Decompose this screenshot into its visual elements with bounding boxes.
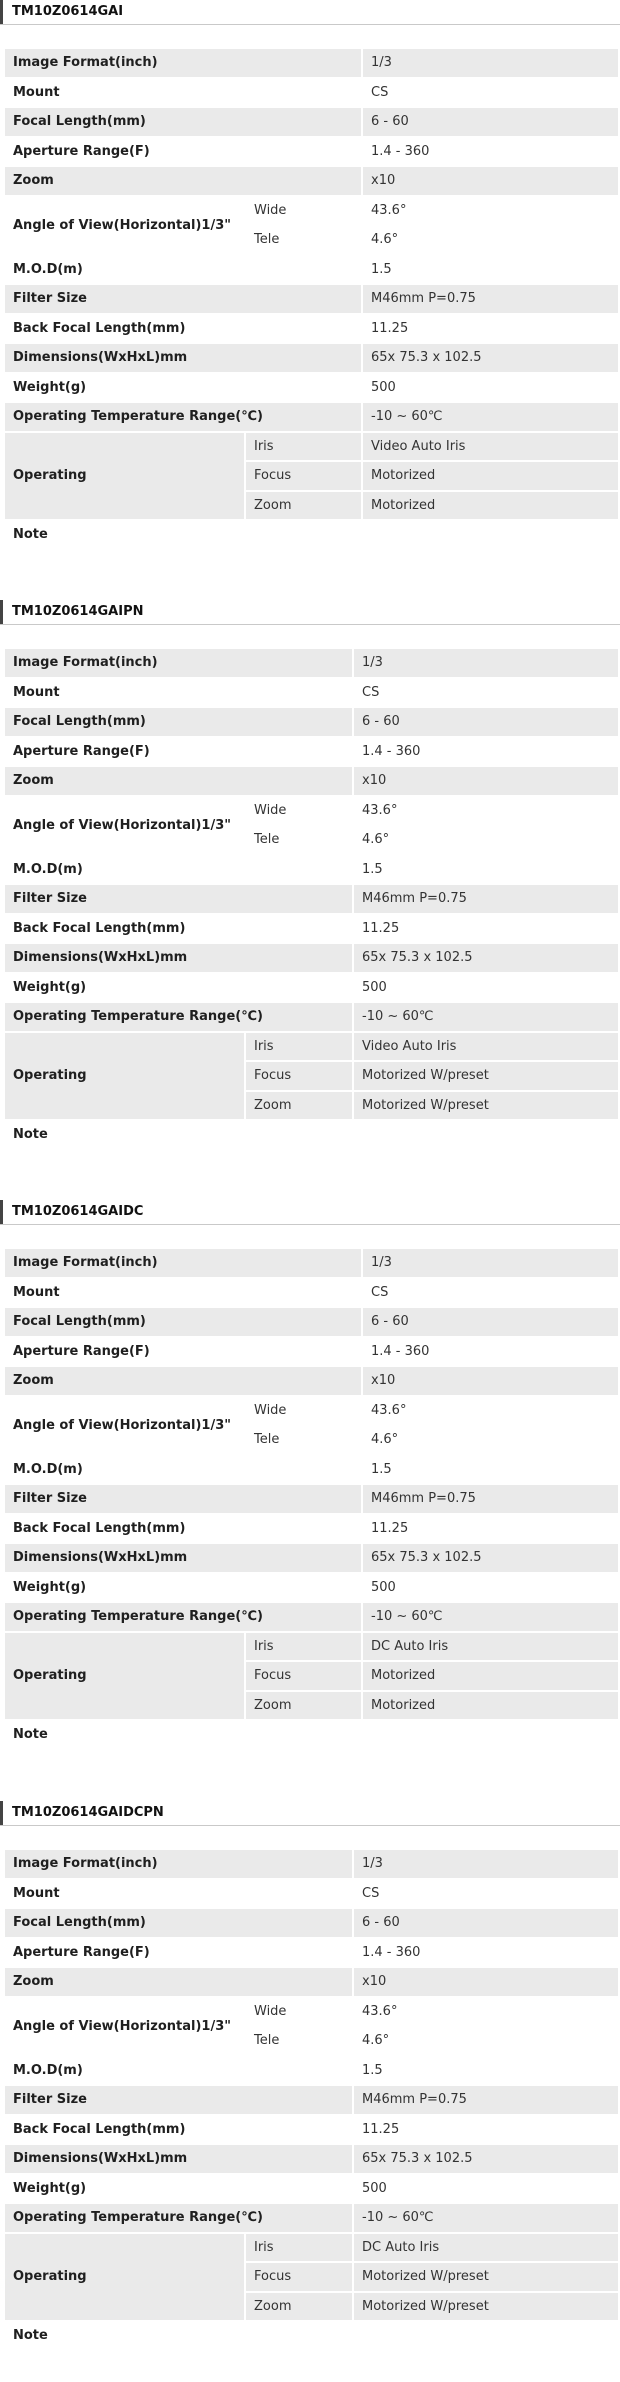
row-mount	[5, 679, 618, 707]
wide-label: Wide	[246, 797, 352, 825]
filter-label: Filter Size	[5, 1485, 361, 1513]
row-weight	[5, 374, 618, 402]
row-angle-wide	[5, 197, 618, 225]
product-model-title: TM10Z0614GAI	[12, 4, 124, 19]
iris-value: DC Auto Iris	[363, 1633, 618, 1661]
zoom-op-label: Zoom	[246, 2293, 352, 2321]
focus-value: Motorized W/preset	[354, 1062, 618, 1090]
row-angle-wide	[5, 1998, 618, 2026]
tele-label: Tele	[246, 2027, 352, 2055]
bfl-value: 11.25	[354, 2116, 618, 2144]
wide-label: Wide	[246, 197, 361, 225]
row-mod	[5, 1456, 618, 1484]
row-filter	[5, 285, 618, 313]
row-mod	[5, 256, 618, 284]
focal-length-label: Focal Length(mm)	[5, 108, 361, 136]
zoom-label: Zoom	[5, 1968, 352, 1996]
temp-label: Operating Temperature Range(℃)	[5, 2204, 352, 2232]
row-bfl	[5, 315, 618, 343]
row-weight	[5, 2175, 618, 2203]
row-note	[5, 1721, 618, 1749]
row-focal-length	[5, 108, 618, 136]
focus-label: Focus	[246, 1662, 361, 1690]
row-mount	[5, 79, 618, 107]
mod-value: 1.5	[354, 856, 618, 884]
product-model-title: TM10Z0614GAIDC	[12, 1204, 144, 1219]
dimensions-label: Dimensions(WxHxL)mm	[5, 344, 361, 372]
row-weight	[5, 1574, 618, 1602]
row-operating-iris	[5, 433, 618, 461]
aperture-label: Aperture Range(F)	[5, 138, 361, 166]
product-header	[0, 1801, 620, 1826]
row-image-format	[5, 49, 618, 77]
zoom-label: Zoom	[5, 767, 352, 795]
bfl-value: 11.25	[363, 315, 618, 343]
row-temp	[5, 403, 618, 431]
row-image-format	[5, 649, 618, 677]
wide-label: Wide	[246, 1397, 361, 1425]
note-label: Note	[5, 521, 618, 549]
zoom-op-value: Motorized	[363, 492, 618, 520]
zoom-op-label: Zoom	[246, 1692, 361, 1720]
row-dimensions	[5, 944, 618, 972]
aperture-value: 1.4 - 360	[363, 138, 618, 166]
tele-value: 4.6°	[354, 826, 618, 854]
bfl-label: Back Focal Length(mm)	[5, 2116, 352, 2144]
row-filter	[5, 1485, 618, 1513]
focus-label: Focus	[246, 462, 361, 490]
tele-value: 4.6°	[363, 226, 618, 254]
row-bfl	[5, 915, 618, 943]
product-model-title: TM10Z0614GAIPN	[12, 604, 144, 619]
angle-of-view-label: Angle of View(Horizontal)1/3"	[5, 1998, 244, 2055]
focal-length-value: 6 - 60	[363, 1308, 618, 1336]
mount-value: CS	[363, 79, 618, 107]
wide-value: 43.6°	[354, 797, 618, 825]
dimensions-value: 65x 75.3 x 102.5	[363, 344, 618, 372]
row-angle-wide	[5, 1397, 618, 1425]
row-note	[5, 521, 618, 549]
image-format-value: 1/3	[363, 49, 618, 77]
filter-value: M46mm P=0.75	[354, 2086, 618, 2114]
bfl-label: Back Focal Length(mm)	[5, 915, 352, 943]
aperture-label: Aperture Range(F)	[5, 1338, 361, 1366]
weight-value: 500	[354, 974, 618, 1002]
tele-label: Tele	[246, 226, 361, 254]
row-note	[5, 1121, 618, 1149]
iris-label: Iris	[246, 1033, 352, 1061]
product-header	[0, 600, 620, 625]
row-aperture	[5, 138, 618, 166]
image-format-label: Image Format(inch)	[5, 1249, 361, 1277]
product-model-title: TM10Z0614GAIDCPN	[12, 1805, 164, 1820]
filter-label: Filter Size	[5, 2086, 352, 2114]
spec-table	[3, 47, 620, 551]
mod-value: 1.5	[354, 2057, 618, 2085]
row-zoom	[5, 767, 618, 795]
iris-value: Video Auto Iris	[354, 1033, 618, 1061]
weight-label: Weight(g)	[5, 2175, 352, 2203]
row-aperture	[5, 738, 618, 766]
dimensions-value: 65x 75.3 x 102.5	[354, 944, 618, 972]
zoom-op-value: Motorized	[363, 1692, 618, 1720]
row-temp	[5, 1603, 618, 1631]
row-bfl	[5, 1515, 618, 1543]
product-section-tm10z0614gaidc	[0, 1200, 620, 1743]
iris-value: Video Auto Iris	[363, 433, 618, 461]
filter-value: M46mm P=0.75	[363, 285, 618, 313]
image-format-label: Image Format(inch)	[5, 49, 361, 77]
row-image-format	[5, 1850, 618, 1878]
image-format-value: 1/3	[354, 1850, 618, 1878]
dimensions-label: Dimensions(WxHxL)mm	[5, 1544, 361, 1572]
aperture-label: Aperture Range(F)	[5, 1939, 352, 1967]
row-focal-length	[5, 708, 618, 736]
mount-value: CS	[363, 1279, 618, 1307]
row-dimensions	[5, 2145, 618, 2173]
row-image-format	[5, 1249, 618, 1277]
row-aperture	[5, 1939, 618, 1967]
image-format-label: Image Format(inch)	[5, 649, 352, 677]
filter-value: M46mm P=0.75	[354, 885, 618, 913]
row-zoom	[5, 167, 618, 195]
temp-label: Operating Temperature Range(℃)	[5, 403, 361, 431]
weight-value: 500	[363, 1574, 618, 1602]
row-mount	[5, 1880, 618, 1908]
mount-value: CS	[354, 1880, 618, 1908]
wide-value: 43.6°	[363, 1397, 618, 1425]
aperture-value: 1.4 - 360	[354, 1939, 618, 1967]
mod-label: M.O.D(m)	[5, 1456, 361, 1484]
focal-length-label: Focal Length(mm)	[5, 1909, 352, 1937]
bfl-value: 11.25	[354, 915, 618, 943]
note-label: Note	[5, 2322, 618, 2350]
wide-value: 43.6°	[363, 197, 618, 225]
filter-label: Filter Size	[5, 885, 352, 913]
header-accent-bar	[0, 0, 3, 24]
row-focal-length	[5, 1909, 618, 1937]
angle-of-view-label: Angle of View(Horizontal)1/3"	[5, 197, 244, 254]
zoom-value: x10	[363, 1367, 618, 1395]
product-section-tm10z0614gai	[0, 0, 620, 543]
spec-table	[3, 647, 620, 1151]
product-header	[0, 0, 620, 25]
operating-label: Operating	[5, 2234, 244, 2321]
row-focal-length	[5, 1308, 618, 1336]
focal-length-label: Focal Length(mm)	[5, 708, 352, 736]
row-bfl	[5, 2116, 618, 2144]
header-accent-bar	[0, 1801, 3, 1825]
spec-table	[3, 1247, 620, 1751]
operating-label: Operating	[5, 1033, 244, 1120]
iris-label: Iris	[246, 1633, 361, 1661]
row-dimensions	[5, 1544, 618, 1572]
focal-length-value: 6 - 60	[354, 1909, 618, 1937]
header-accent-bar	[0, 600, 3, 624]
mod-label: M.O.D(m)	[5, 2057, 352, 2085]
product-section-tm10z0614gaidcpn	[0, 1801, 620, 2344]
zoom-value: x10	[354, 767, 618, 795]
product-section-tm10z0614gaipn	[0, 600, 620, 1143]
row-aperture	[5, 1338, 618, 1366]
spec-table	[3, 1848, 620, 2352]
zoom-label: Zoom	[5, 167, 361, 195]
temp-value: -10 ~ 60℃	[354, 1003, 618, 1031]
row-zoom	[5, 1968, 618, 1996]
temp-value: -10 ~ 60℃	[363, 1603, 618, 1631]
aperture-value: 1.4 - 360	[363, 1338, 618, 1366]
row-mod	[5, 856, 618, 884]
focus-value: Motorized W/preset	[354, 2263, 618, 2291]
angle-of-view-label: Angle of View(Horizontal)1/3"	[5, 1397, 244, 1454]
note-label: Note	[5, 1121, 618, 1149]
zoom-label: Zoom	[5, 1367, 361, 1395]
mount-value: CS	[354, 679, 618, 707]
filter-label: Filter Size	[5, 285, 361, 313]
weight-label: Weight(g)	[5, 374, 361, 402]
dimensions-label: Dimensions(WxHxL)mm	[5, 944, 352, 972]
weight-value: 500	[363, 374, 618, 402]
focal-length-value: 6 - 60	[354, 708, 618, 736]
temp-label: Operating Temperature Range(℃)	[5, 1603, 361, 1631]
tele-value: 4.6°	[363, 1426, 618, 1454]
aperture-label: Aperture Range(F)	[5, 738, 352, 766]
tele-label: Tele	[246, 1426, 361, 1454]
zoom-op-label: Zoom	[246, 1092, 352, 1120]
row-mod	[5, 2057, 618, 2085]
aperture-value: 1.4 - 360	[354, 738, 618, 766]
row-zoom	[5, 1367, 618, 1395]
mount-label: Mount	[5, 79, 361, 107]
focus-value: Motorized	[363, 462, 618, 490]
focus-label: Focus	[246, 1062, 352, 1090]
focal-length-label: Focal Length(mm)	[5, 1308, 361, 1336]
tele-value: 4.6°	[354, 2027, 618, 2055]
weight-label: Weight(g)	[5, 974, 352, 1002]
row-operating-iris	[5, 1633, 618, 1661]
row-mount	[5, 1279, 618, 1307]
wide-value: 43.6°	[354, 1998, 618, 2026]
row-weight	[5, 974, 618, 1002]
zoom-value: x10	[363, 167, 618, 195]
mod-label: M.O.D(m)	[5, 256, 361, 284]
temp-value: -10 ~ 60℃	[354, 2204, 618, 2232]
dimensions-label: Dimensions(WxHxL)mm	[5, 2145, 352, 2173]
zoom-op-label: Zoom	[246, 492, 361, 520]
dimensions-value: 65x 75.3 x 102.5	[354, 2145, 618, 2173]
zoom-op-value: Motorized W/preset	[354, 2293, 618, 2321]
mount-label: Mount	[5, 679, 352, 707]
product-header	[0, 1200, 620, 1225]
row-angle-wide	[5, 797, 618, 825]
dimensions-value: 65x 75.3 x 102.5	[363, 1544, 618, 1572]
row-note	[5, 2322, 618, 2350]
focus-value: Motorized	[363, 1662, 618, 1690]
wide-label: Wide	[246, 1998, 352, 2026]
row-filter	[5, 2086, 618, 2114]
mount-label: Mount	[5, 1880, 352, 1908]
row-operating-iris	[5, 1033, 618, 1061]
angle-of-view-label: Angle of View(Horizontal)1/3"	[5, 797, 244, 854]
image-format-value: 1/3	[363, 1249, 618, 1277]
zoom-op-value: Motorized W/preset	[354, 1092, 618, 1120]
operating-label: Operating	[5, 433, 244, 520]
mod-label: M.O.D(m)	[5, 856, 352, 884]
tele-label: Tele	[246, 826, 352, 854]
bfl-label: Back Focal Length(mm)	[5, 1515, 361, 1543]
header-accent-bar	[0, 1200, 3, 1224]
zoom-value: x10	[354, 1968, 618, 1996]
image-format-value: 1/3	[354, 649, 618, 677]
iris-value: DC Auto Iris	[354, 2234, 618, 2262]
focus-label: Focus	[246, 2263, 352, 2291]
filter-value: M46mm P=0.75	[363, 1485, 618, 1513]
iris-label: Iris	[246, 2234, 352, 2262]
bfl-label: Back Focal Length(mm)	[5, 315, 361, 343]
iris-label: Iris	[246, 433, 361, 461]
image-format-label: Image Format(inch)	[5, 1850, 352, 1878]
focal-length-value: 6 - 60	[363, 108, 618, 136]
bfl-value: 11.25	[363, 1515, 618, 1543]
temp-value: -10 ~ 60℃	[363, 403, 618, 431]
row-filter	[5, 885, 618, 913]
weight-value: 500	[354, 2175, 618, 2203]
temp-label: Operating Temperature Range(℃)	[5, 1003, 352, 1031]
row-temp	[5, 1003, 618, 1031]
row-temp	[5, 2204, 618, 2232]
weight-label: Weight(g)	[5, 1574, 361, 1602]
mount-label: Mount	[5, 1279, 361, 1307]
row-dimensions	[5, 344, 618, 372]
mod-value: 1.5	[363, 256, 618, 284]
row-operating-iris	[5, 2234, 618, 2262]
note-label: Note	[5, 1721, 618, 1749]
mod-value: 1.5	[363, 1456, 618, 1484]
operating-label: Operating	[5, 1633, 244, 1720]
